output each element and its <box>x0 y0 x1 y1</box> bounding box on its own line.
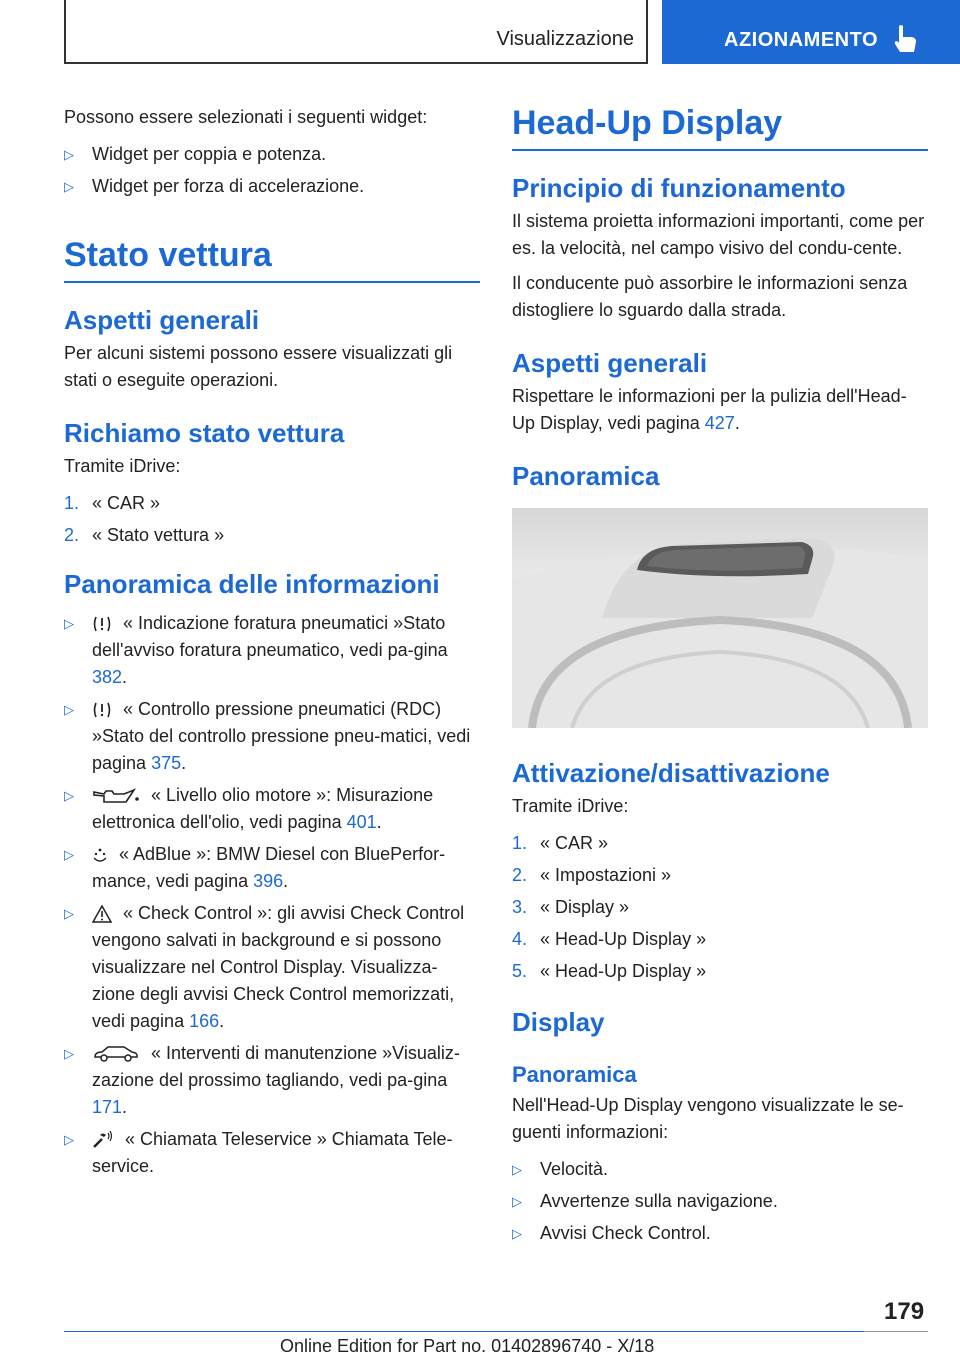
triangle-bullet-icon: ▷ <box>64 179 74 194</box>
page-number: 179 <box>884 1298 925 1325</box>
subsection-heading: Aspetti generali <box>512 348 708 378</box>
triangle-bullet-icon: ▷ <box>64 788 74 803</box>
page-link[interactable]: 166 <box>189 1011 220 1031</box>
triangle-bullet-icon: ▷ <box>64 147 74 162</box>
list-item: ▷ Widget per forza di accelerazione. <box>64 173 480 200</box>
subsection-heading: Panoramica delle informazioni <box>64 569 440 599</box>
list-item: ▷ Avvisi Check Control. <box>512 1220 928 1247</box>
section-heading: Stato vettura <box>64 236 480 283</box>
page-link[interactable]: 396 <box>253 871 284 891</box>
triangle-bullet-icon: ▷ <box>64 702 74 717</box>
list-item: 1. « CAR » <box>64 493 161 513</box>
list-item: ▷ « Check Control »: gli avvisi Check Control vengono salvati in background e si possono visualizzare nel Control Display. Visualizza-zione degli avvisi Check Control memorizzati, vedi pagina 166. <box>64 900 480 1035</box>
principle-text-1: Il sistema proietta informazioni importanti, come per es. la velocità, nel campo visivo del condu-cente. <box>512 211 925 258</box>
subsection-heading: Principio di funzionamento <box>512 173 846 203</box>
list-item: ▷ « Chiamata Teleservice » Chiamata Tele-service. <box>64 1126 480 1180</box>
list-item: 2. « Stato vettura » <box>64 525 225 545</box>
list-item: 2. « Impostazioni » <box>512 865 672 885</box>
triangle-bullet-icon: ▷ <box>64 847 74 862</box>
subsubsection-heading: Panoramica <box>512 1062 637 1087</box>
display-list <box>512 1156 928 1247</box>
triangle-bullet-icon: ▷ <box>512 1226 522 1241</box>
footer-divider <box>864 1331 928 1332</box>
principle-text-2: Il conducente può assorbire le informazioni senza distogliere lo sguardo dalla strada. <box>512 273 908 320</box>
general-text: Rispettare le informazioni per la pulizia dell'Head-Up Display, vedi pagina 427. <box>512 386 907 433</box>
tire-pressure-icon <box>92 701 112 719</box>
widget-intro: Possono essere selezionati i seguenti widget: <box>64 107 428 127</box>
chapter-tab[interactable] <box>662 0 960 64</box>
triangle-bullet-icon: ▷ <box>512 1162 522 1177</box>
warning-triangle-icon <box>92 905 112 923</box>
list-item: ▷ « Indicazione foratura pneumatici »Stato dell'avviso foratura pneumatico, vedi pa-gina 382. <box>64 610 480 691</box>
display-text: Nell'Head-Up Display vengono visualizzate le se-guenti informazioni: <box>512 1095 904 1142</box>
list-item: 5. « Head-Up Display » <box>512 961 707 981</box>
info-list <box>64 610 480 1180</box>
step-list <box>64 490 480 549</box>
list-item: ▷ Avvertenze sulla navigazione. <box>512 1188 928 1215</box>
edition-note: Online Edition for Part no. 01402896740 - X/18 <box>280 1336 655 1356</box>
triangle-bullet-icon: ▷ <box>512 1194 522 1209</box>
triangle-bullet-icon: ▷ <box>64 1132 74 1147</box>
page-link[interactable]: 401 <box>346 812 377 832</box>
list-item: 4. « Head-Up Display » <box>512 929 707 949</box>
dashboard-illustration <box>512 508 928 728</box>
triangle-bullet-icon: ▷ <box>64 616 74 631</box>
teleservice-wrench-icon <box>92 1131 114 1149</box>
list-item: ▷ Widget per coppia e potenza. <box>64 141 480 168</box>
oil-can-icon <box>92 786 140 806</box>
page-link[interactable]: 375 <box>151 753 182 773</box>
service-car-icon <box>92 1044 140 1064</box>
subsection-heading: Panoramica <box>512 461 660 491</box>
footer-divider <box>64 1331 864 1332</box>
header-box <box>64 0 648 64</box>
list-item: 3. « Display » <box>512 897 630 917</box>
widget-list <box>64 141 480 200</box>
adblue-icon <box>92 846 108 864</box>
left-column <box>64 96 480 1185</box>
subsection-heading: Display <box>512 1007 605 1037</box>
step-list <box>512 830 928 985</box>
page-link[interactable]: 382 <box>92 667 123 687</box>
triangle-bullet-icon: ▷ <box>64 906 74 921</box>
list-item: ▷ Velocità. <box>512 1156 928 1183</box>
right-column <box>512 96 928 1252</box>
chapter-tab-label: AZIONAMENTO <box>724 29 879 51</box>
list-item: ▷ « Controllo pressione pneumatici (RDC) »Stato del controllo pressione pneu-matici, vedi pagina 375. <box>64 696 480 777</box>
section-title: Visualizzazione <box>496 28 634 50</box>
page-link[interactable]: 427 <box>704 413 735 433</box>
subsection-heading: Aspetti generali <box>64 305 260 335</box>
list-item: ▷ « AdBlue »: BMW Diesel con BluePerfor-mance, vedi pagina 396. <box>64 841 480 895</box>
list-item: ▷ « Livello olio motore »: Misurazione elettronica dell'olio, vedi pagina 401. <box>64 782 480 836</box>
subsection-heading: Richiamo stato vettura <box>64 418 345 448</box>
activation-text: Tramite iDrive: <box>512 796 629 816</box>
triangle-bullet-icon: ▷ <box>64 1046 74 1061</box>
call-text: Tramite iDrive: <box>64 456 181 476</box>
section-heading: Head-Up Display <box>512 104 928 151</box>
page-link[interactable]: 171 <box>92 1097 123 1117</box>
list-item: ▷ « Interventi di manutenzione »Visualiz-zazione del prossimo tagliando, vedi pa-gina 171. <box>64 1040 480 1121</box>
general-text: Per alcuni sistemi possono essere visualizzati gli stati o eseguite operazioni. <box>64 343 453 390</box>
tire-pressure-icon <box>92 615 112 633</box>
subsection-heading: Attivazione/disattivazione <box>512 758 830 788</box>
list-item: 1. « CAR » <box>512 833 609 853</box>
head-up-display-photo <box>512 508 928 728</box>
pointing-hand-icon <box>892 24 918 54</box>
